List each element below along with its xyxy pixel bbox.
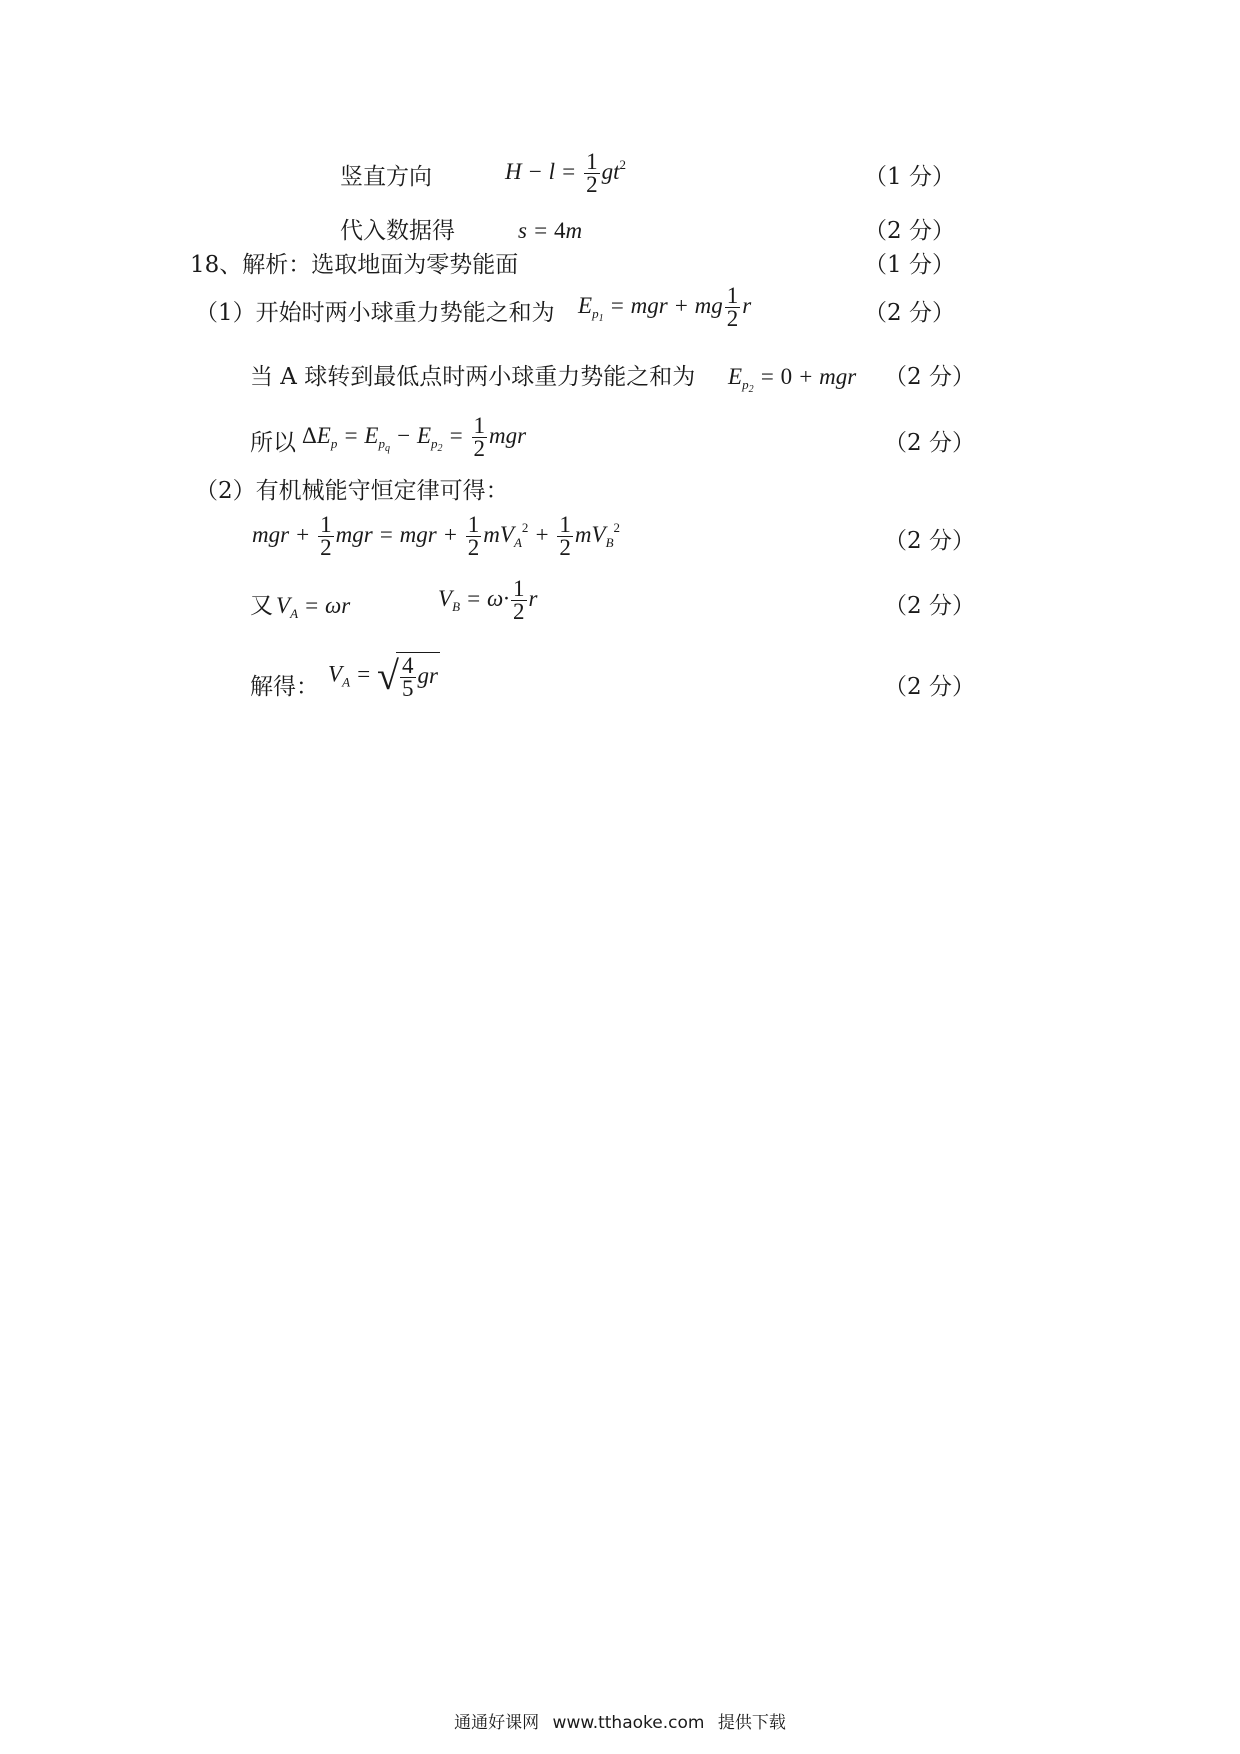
part-2-heading: （2）有机械能守恒定律可得： [195, 478, 509, 504]
page-footer [0, 1712, 1240, 1734]
line-label: 当 A 球转到最低点时两小球重力势能之和为 [250, 364, 696, 390]
score-line-8: （2 分） [884, 528, 975, 554]
footer-suffix: 提供下载 [717, 1713, 786, 1733]
equation-fall-height: H − l = $\frac{1}{2}$ $gt^2$ [505, 149, 626, 198]
score-line-2: （2 分） [864, 218, 955, 244]
line-label: 代入数据得 [340, 218, 455, 244]
equation-delta-ep: $\Delta E_p = E_{p_q} - E_{p_2}$ = $\frac{1}{2}$ mgr [302, 413, 527, 461]
line-label: 竖直方向 [340, 164, 432, 190]
line-velocity-relations [250, 591, 273, 621]
line-label: 解得： [250, 674, 319, 700]
line-label: 所以 [250, 430, 296, 456]
score-line-5: （2 分） [884, 364, 975, 390]
line-label: （1）开始时两小球重力势能之和为 [195, 300, 555, 326]
line-substitute-data [340, 216, 455, 246]
score-line-10: （2 分） [884, 674, 975, 700]
line-energy-change [250, 428, 296, 458]
question-18-heading: 18、解析：选取地面为零势能面 [190, 252, 519, 278]
line-solution [250, 672, 319, 702]
part-1-initial-energy [195, 298, 555, 328]
line-lowest-point-energy [250, 362, 695, 392]
equation-energy-conservation: mgr + $\frac{1}{2}$ mgr = mgr + $\frac{1}{2}$ $mV_A^2$ + $\frac{1}{2}$ $mV_B^2$ [252, 512, 621, 561]
equation-ep2: $E_{p_2} = 0$ + mgr [728, 364, 857, 395]
line-vertical-direction [340, 162, 432, 192]
footer-url: www.tthaoke.com [552, 1713, 705, 1733]
score-line-9: （2 分） [884, 593, 975, 619]
equation-va-omega: $V_A = \omega r$ [276, 593, 351, 621]
equation-va-result: $V_A$ = √ $\frac{4}{5}$ gr [328, 653, 438, 701]
score-line-3: （1 分） [864, 252, 955, 278]
equation-ep1: $E_{p_1}$ = mgr + mg $\frac{1}{2}$ r [578, 283, 752, 331]
footer-site-name: 通通好课网 [454, 1713, 540, 1733]
score-line-4: （2 分） [864, 300, 955, 326]
equation-vb-omega: $V_B = \omega\cdot$ $\frac{1}{2}$ r [438, 576, 538, 624]
sqrt-symbol: √ $\frac{4}{5}$ gr [377, 653, 438, 701]
score-line-6: （2 分） [884, 430, 975, 456]
equation-distance: s = 4m [518, 218, 583, 243]
line-label: 又 [250, 593, 273, 619]
score-line-1: （1 分） [864, 164, 955, 190]
